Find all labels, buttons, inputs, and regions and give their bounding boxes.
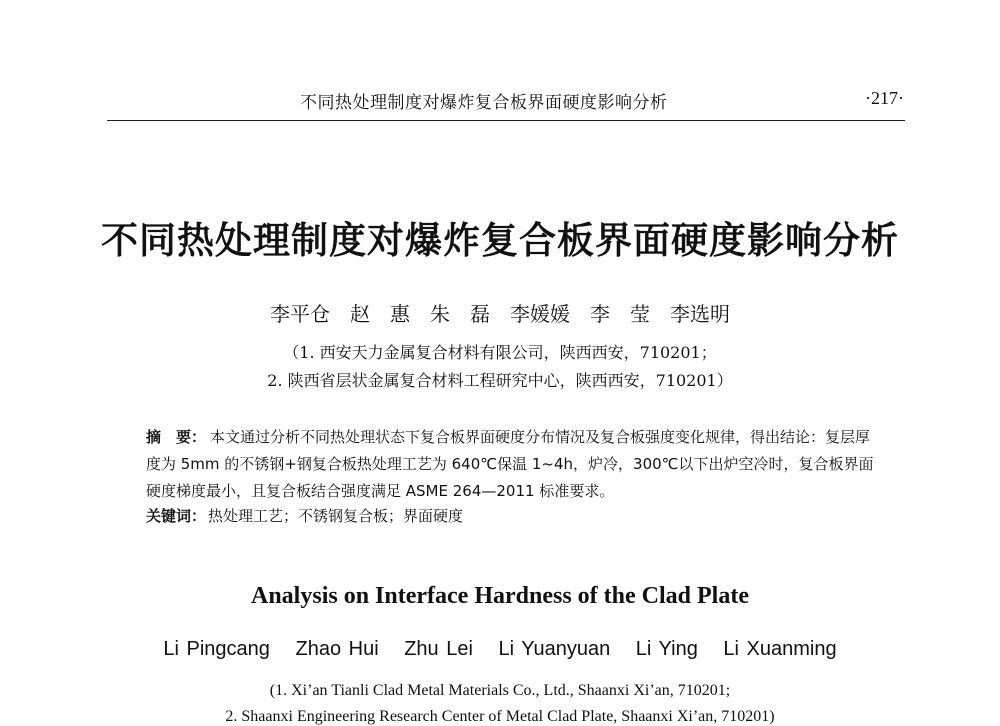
abstract-text: 本文通过分析不同热处理状态下复合板界面硬度分布情况及复合板强度变化规律，得出结论：复层厚度为 5mm 的不锈钢+钢复合板热处理工艺为 640℃保温 1~4h，炉冷，300℃以下出炉空冷时，复合板界面硬度梯度最小，且复合板结合强度满足 ASME 264—2011 标准要求。	[146, 428, 874, 500]
authors-en	[0, 638, 1000, 661]
author-en: Li Yuanyuan	[498, 638, 611, 660]
affiliation-cn-1: （1. 西安天力金属复合材料有限公司，陕西西安，710201；	[283, 343, 717, 362]
author-en: Zhu Lei	[404, 638, 473, 660]
header-divider	[107, 120, 905, 121]
authors-cn: 李平仓 赵 惠 朱 磊 李媛媛 李 莹 李选明	[270, 302, 730, 326]
affiliation-en-2: 2. Shaanxi Engineering Research Center of Metal Clad Plate, Shaanxi Xi’an, 710201)	[225, 708, 775, 725]
author-en: Li Pingcang	[163, 638, 270, 660]
abstract-cn	[146, 424, 876, 505]
affiliation-en-1: (1. Xi’an Tianli Clad Metal Materials Co., Ltd., Shaanxi Xi’an, 710201;	[269, 682, 731, 699]
author-en: Li Ying	[635, 638, 698, 660]
author-en: Zhao Hui	[295, 638, 379, 660]
affiliation-cn-2: 2. 陕西省层状金属复合材料工程研究中心，陕西西安，710201）	[267, 371, 733, 390]
author-en: Li Xuanming	[723, 638, 837, 660]
page-number: ·217·	[865, 88, 904, 108]
keywords-label: 关键词：	[146, 507, 207, 525]
keywords-text: 热处理工艺；不锈钢复合板；界面硬度	[208, 507, 464, 525]
abstract-label: 摘 要：	[146, 428, 207, 446]
running-head-title: 不同热处理制度对爆炸复合板界面硬度影响分析	[300, 93, 668, 113]
paper-title-cn: 不同热处理制度对爆炸复合板界面硬度影响分析	[101, 218, 899, 262]
paper-title-en: Analysis on Interface Hardness of the Clad Plate	[251, 583, 749, 609]
keywords-cn	[146, 505, 876, 526]
